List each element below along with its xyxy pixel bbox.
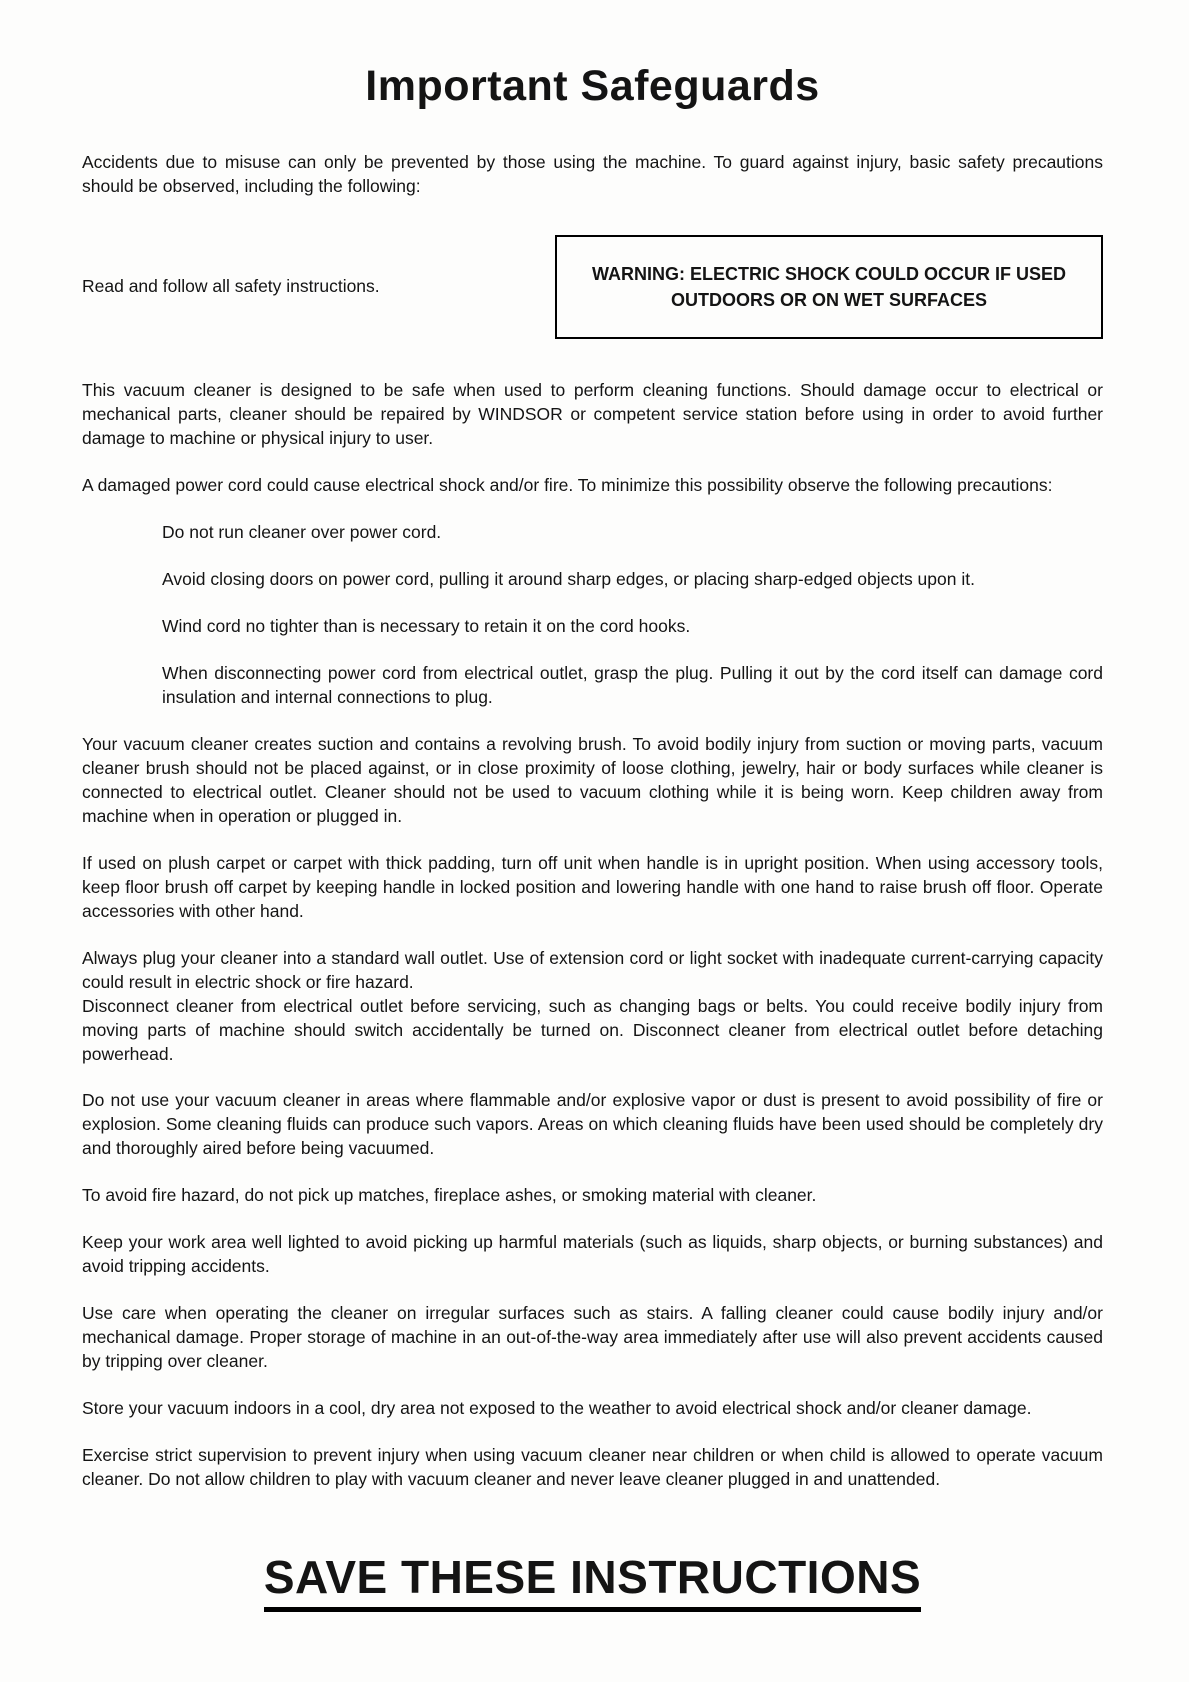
cord-precaution-item: When disconnecting power cord from electrical outlet, grasp the plug. Pulling it out by the cord itself can damage cord insulation and internal connections to plug. [162, 662, 1103, 707]
warning-line-2: OUTDOORS OR ON WET SURFACES [670, 290, 987, 311]
paragraph-plush-carpet: If used on plush carpet or carpet with thick padding, turn off unit when handle is in upright position. When using accessory tools, keep floor brush off carpet by keeping handle in locked position and lowering handle with one hand to raise brush off floor. Operate accessories with other hand. [82, 852, 1103, 921]
page-title: Important Safeguards [365, 62, 820, 110]
paragraph-flammable-vapor: Do not use your vacuum cleaner in areas where flammable and/or explosive vapor or dust is present to avoid possibility of fire or explosion. Some cleaning fluids can produce such vapors. Areas on which cleaning fluids have been used should be completely dry and thoroughly aired before being vacuumed. [82, 1090, 1103, 1159]
cord-precaution-item: Wind cord no tighter than is necessary to retain it on the cord hooks. [162, 615, 691, 636]
paragraph-irregular-surfaces: Use care when operating the cleaner on irregular surfaces such as stairs. A falling cleaner could cause bodily injury and/or mechanical damage. Proper storage of machine in an out-of-the-way area immediately after use will also prevent accidents caused by tripping over cleaner. [82, 1303, 1103, 1372]
paragraph-work-area: Keep your work area well lighted to avoid picking up harmful materials (such as liquids, sharp objects, or burning substances) and avoid tripping accidents. [82, 1232, 1103, 1277]
cord-precautions-list [82, 521, 1103, 710]
paragraph-store-indoors: Store your vacuum indoors in a cool, dry area not exposed to the weather to avoid electrical shock and/or cleaner damage. [82, 1398, 1032, 1419]
paragraph-suction-brush: Your vacuum cleaner creates suction and contains a revolving brush. To avoid bodily injury from suction or moving parts, vacuum cleaner brush should not be placed against, or in close proximity of loose clothing, jewelry, hair or body surfaces while cleaner is connected to electrical outlet. Cleaner should not be used to vacuum clothing while it is being worn. Keep children away from machine when in operation or plugged in. [82, 733, 1103, 826]
paragraph-disconnect-servicing: Disconnect cleaner from electrical outlet before servicing, such as changing bags or belts. You could receive bodily injury from moving parts of machine should switch accidentally be turned on. Disconnect cleaner from electrical outlet before detaching powerhead. [82, 995, 1103, 1064]
warning-row [82, 235, 1103, 339]
footer-title: SAVE THESE INSTRUCTIONS [264, 1550, 921, 1612]
intro-paragraph: Accidents due to misuse can only be prevented by those using the machine. To guard against injury, basic safety precautions should be observed, including the following: [82, 152, 1103, 196]
warning-line-1: WARNING: ELECTRIC SHOCK COULD OCCUR IF USED [592, 263, 1066, 284]
read-instructions-text: Read and follow all safety instructions. [82, 276, 380, 297]
cord-precaution-item: Avoid closing doors on power cord, pulling it around sharp edges, or placing sharp-edged objects upon it. [162, 568, 975, 589]
paragraph-wall-outlet: Always plug your cleaner into a standard wall outlet. Use of extension cord or light socket with inadequate current-carrying capacity could result in electric shock or fire hazard. [82, 947, 1103, 992]
paragraph-damaged-cord: A damaged power cord could cause electrical shock and/or fire. To minimize this possibility observe the following precautions: [82, 475, 1053, 496]
footer [82, 1550, 1103, 1612]
cord-precaution-item: Do not run cleaner over power cord. [162, 522, 442, 542]
paragraph-repair: This vacuum cleaner is designed to be safe when used to perform cleaning functions. Should damage occur to electrical or mechanical parts, cleaner should be repaired by WINDSOR or competent service station before using in order to avoid further damage to machine or physical injury to user. [82, 380, 1103, 449]
paragraph-children-supervision: Exercise strict supervision to prevent injury when using vacuum cleaner near children or when child is allowed to operate vacuum cleaner. Do not allow children to play with vacuum cleaner and never leave cleaner plugged in and unattended. [82, 1445, 1103, 1490]
warning-box [555, 235, 1103, 339]
paragraph-fire-hazard: To avoid fire hazard, do not pick up matches, fireplace ashes, or smoking material with cleaner. [82, 1185, 817, 1206]
